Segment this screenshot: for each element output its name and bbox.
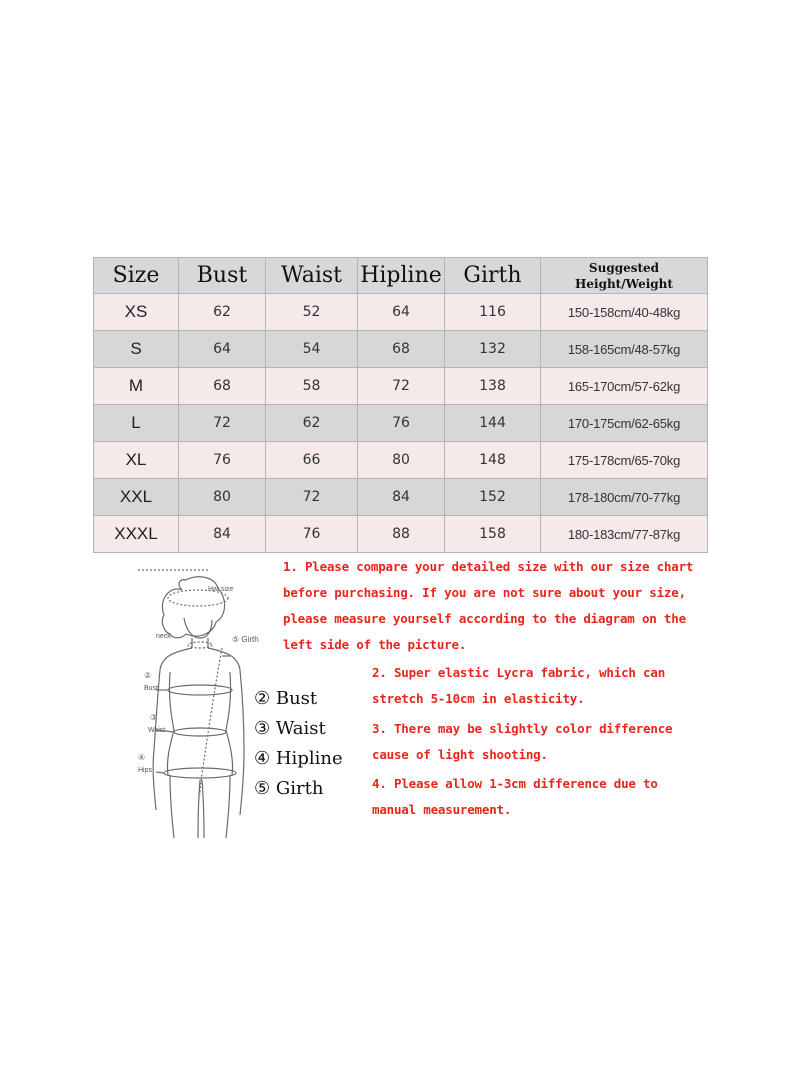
cell-height-weight: 175-178cm/65-70kg [541,442,708,479]
cell-size: S [94,331,179,368]
cell-size: XS [94,294,179,331]
cell-hipline: 72 [358,368,445,405]
note-2-line: 2. Super elastic Lycra fabric, which can [372,665,666,680]
cell-girth: 144 [445,405,541,442]
cell-hipline: 64 [358,294,445,331]
cell-hipline: 80 [358,442,445,479]
waist-small-label: Waist [148,727,166,734]
cell-hipline: 68 [358,331,445,368]
cell-waist: 52 [266,294,358,331]
girth-small-label: ⑤ Girth [232,635,259,644]
bust-small-label: Bust [144,685,159,692]
cell-girth: 132 [445,331,541,368]
table-body [94,294,708,553]
note-4-line: manual measurement. [372,802,512,817]
hat-size-label: Hat size [208,586,234,593]
header-suggested-line1: Suggested [588,260,660,275]
note-1-line: please measure yourself according to the diagram on the [283,611,686,626]
legend-hipline: ④ Hipline [254,748,343,769]
cell-bust: 76 [179,442,266,479]
num4-label: ④ [138,753,146,762]
cell-size: L [94,405,179,442]
note-2 [372,660,665,712]
cell-hipline: 84 [358,479,445,516]
num3-label: ③ [150,713,158,722]
table-row [94,479,708,516]
note-3-line: 3. There may be slightly color difference [372,721,673,736]
cell-waist: 76 [266,516,358,553]
note-1 [283,554,693,658]
cell-hipline: 76 [358,405,445,442]
cell-girth: 116 [445,294,541,331]
table-row [94,294,708,331]
cell-girth: 152 [445,479,541,516]
note-1-line: before purchasing. If you are not sure about your size, [283,585,686,600]
cell-waist: 66 [266,442,358,479]
header-suggested-line2: Height/Weight [575,276,673,291]
cell-girth: 158 [445,516,541,553]
cell-size: XXXL [94,516,179,553]
header-size: Size [94,258,179,294]
hips-small-label: Hips [138,767,153,774]
neck-label: neck [156,633,171,640]
cell-bust: 80 [179,479,266,516]
cell-height-weight: 170-175cm/62-65kg [541,405,708,442]
note-3-line: cause of light shooting. [372,747,548,762]
header-girth: Girth [445,258,541,294]
table-row [94,331,708,368]
note-4 [372,771,658,823]
header-suggested-height-weight [541,258,708,294]
cell-size: XXL [94,479,179,516]
legend-bust: ② Bust [254,688,318,709]
table-row [94,442,708,479]
measurement-legend [254,684,343,804]
body-measurement-diagram [130,560,260,840]
cell-bust: 72 [179,405,266,442]
table-header [94,258,708,294]
table-row [94,368,708,405]
cell-waist: 72 [266,479,358,516]
cell-bust: 68 [179,368,266,405]
header-bust: Bust [179,258,266,294]
num2-label: ② [144,671,152,680]
cell-height-weight: 165-170cm/57-62kg [541,368,708,405]
cell-size: XL [94,442,179,479]
cell-girth: 148 [445,442,541,479]
cell-waist: 62 [266,405,358,442]
cell-bust: 62 [179,294,266,331]
cell-height-weight: 180-183cm/77-87kg [541,516,708,553]
header-hipline: Hipline [358,258,445,294]
table-row [94,405,708,442]
header-waist: Waist [266,258,358,294]
cell-waist: 54 [266,331,358,368]
size-chart-table [93,257,708,553]
table-row [94,516,708,553]
cell-height-weight: 150-158cm/40-48kg [541,294,708,331]
cell-bust: 84 [179,516,266,553]
cell-height-weight: 178-180cm/70-77kg [541,479,708,516]
note-1-line: left side of the picture. [283,637,467,652]
cell-hipline: 88 [358,516,445,553]
legend-waist: ③ Waist [254,718,326,739]
cell-size: M [94,368,179,405]
cell-height-weight: 158-165cm/48-57kg [541,331,708,368]
note-1-line: 1. Please compare your detailed size with our size chart [283,559,694,574]
cell-bust: 64 [179,331,266,368]
cell-waist: 58 [266,368,358,405]
note-4-line: 4. Please allow 1-3cm difference due to [372,776,658,791]
cell-girth: 138 [445,368,541,405]
note-3 [372,716,672,768]
note-2-line: stretch 5-10cm in elasticity. [372,691,585,706]
legend-girth: ⑤ Girth [254,778,324,799]
